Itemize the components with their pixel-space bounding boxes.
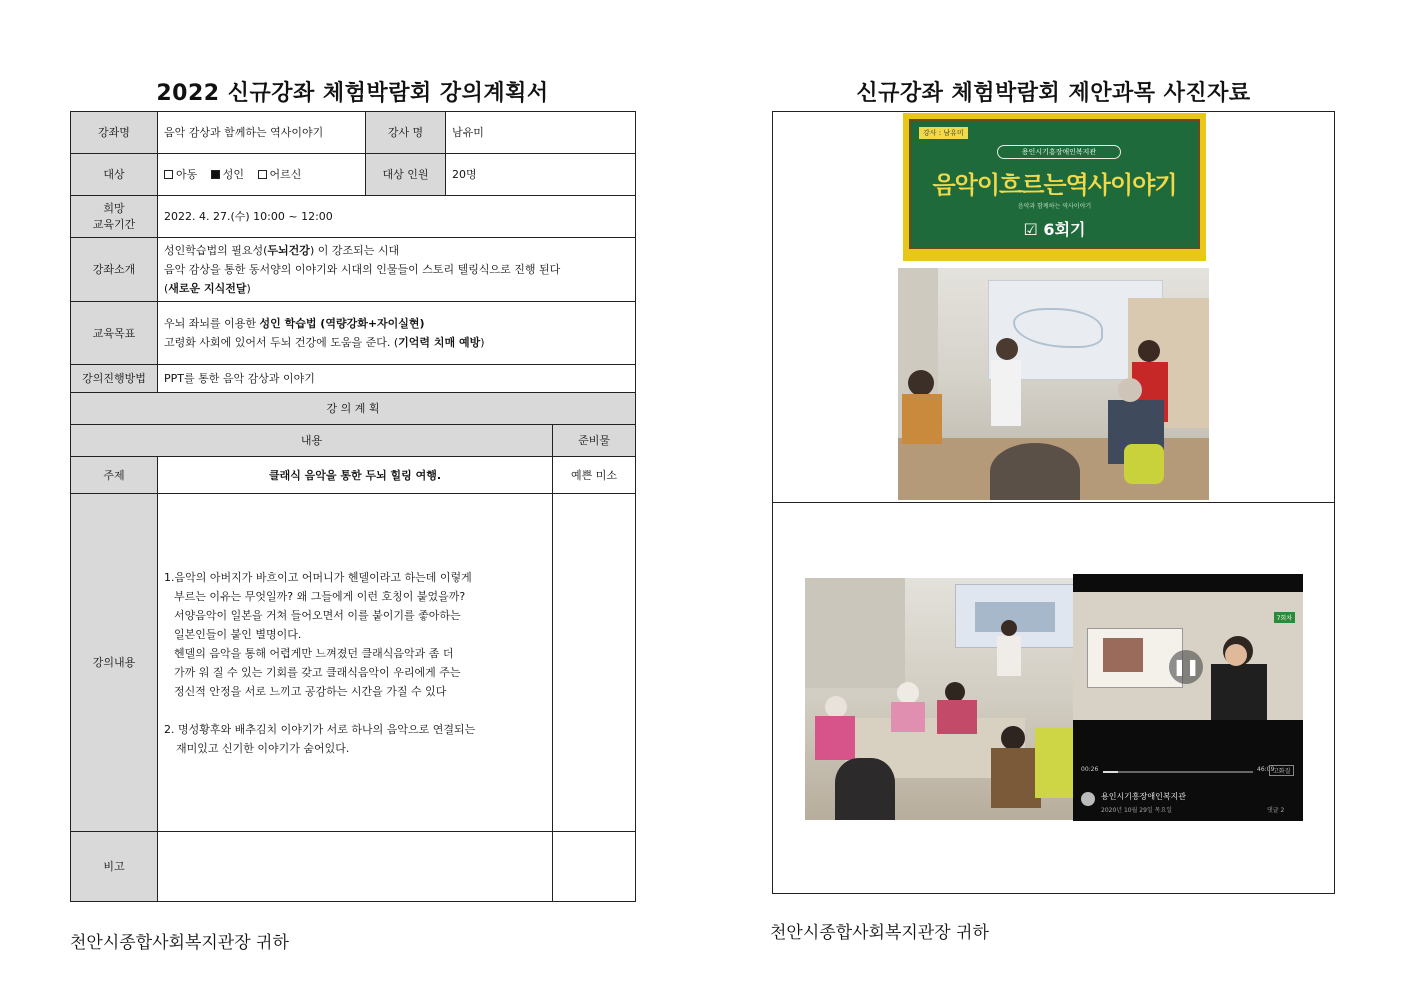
checkbox-unchecked-icon [258, 170, 267, 179]
target-options [158, 154, 366, 196]
row-lecture-content [71, 494, 636, 832]
capacity-value: 20명 [446, 154, 636, 196]
plan-header: 강 의 계 획 [71, 393, 636, 425]
poster-headline: 음악이흐르는역사이야기 [932, 171, 1177, 199]
theme-label: 주제 [71, 457, 158, 494]
method-label: 강의진행방법 [71, 365, 158, 393]
video-duration: 46:09 [1257, 766, 1275, 773]
target-option-adult: 성인 [211, 168, 244, 181]
video-screenshot [1073, 574, 1303, 821]
course-poster-image [903, 113, 1206, 261]
lecture-content-value: 1.음악의 아버지가 바흐이고 어머니가 헨델이라고 하는데 이렇게 부르는 이유는 무엇일까? 왜 그들에게 이런 호칭이 붙었을까? 서양음악이 일본을 거쳐 들어오면서 이를 붙이기를 좋아하는 일본인들이 붙인 별명이다. 헨델의 음악을 통해 어렵게만 느껴졌던 클래식음악과 좀 더 가까 워 질 수 있는 기회를 갖고 클래식음악이 우리에게 주는 정신적 안정을 서로 느끼고 공감하는 시간을 가질 수 있다 2. 명성황후와 배추김치 이야기가 서로 하나의 음악으로 연결되는 재미있고 신기한 이야기가 숨어있다. [158, 494, 553, 832]
row-intro [71, 238, 636, 302]
row-method [71, 365, 636, 393]
intro-label: 강좌소개 [71, 238, 158, 302]
video-progress-bar[interactable] [1103, 771, 1253, 773]
theme-materials: 예쁜 미소 [553, 457, 636, 494]
video-episode-badge: 7회차 [1274, 612, 1295, 623]
poster-session-count: ☑ 6회기 [1023, 220, 1086, 239]
row-goal [71, 302, 636, 365]
poster-instructor-tag: 강사 : 남유미 [919, 127, 968, 139]
row-theme [71, 457, 636, 494]
lecture-content-label: 강의내용 [71, 494, 158, 832]
video-frame [1073, 592, 1303, 720]
target-option-child: 아동 [164, 168, 197, 181]
row-course [71, 112, 636, 154]
goal-value: 우뇌 좌뇌를 이용한 성인 학습법 (역량강화+자이실현) 고령화 사회에 있어서 두뇌 건강에 도움을 준다. (기억력 치매 예방) [158, 302, 636, 365]
remarks-label: 비고 [71, 832, 158, 902]
row-target [71, 154, 636, 196]
row-plan-header [71, 393, 636, 425]
pause-icon[interactable]: ❚❚ [1169, 650, 1203, 684]
materials-header: 준비물 [553, 425, 636, 457]
remarks-materials [553, 832, 636, 902]
lecture-content-materials [553, 494, 636, 832]
video-date: 2020년 10월 29일 목요일 [1101, 807, 1173, 814]
course-name-value: 음악 감상과 함께하는 역사이야기 [158, 112, 366, 154]
capacity-label: 대상 인원 [366, 154, 446, 196]
row-period [71, 196, 636, 238]
period-label: 희망 교육기간 [71, 196, 158, 238]
video-quality-button[interactable]: 고화질 [1269, 765, 1294, 776]
video-comments-count[interactable]: 댓글 2 [1267, 807, 1285, 814]
period-value: 2022. 4. 27.(수) 10:00 ~ 12:00 [158, 196, 636, 238]
content-header: 내용 [71, 425, 553, 457]
checkbox-checked-icon [211, 170, 220, 179]
page-title-lecture-plan: 2022 신규강좌 체험박람회 강의계획서 [156, 81, 549, 106]
course-name-label: 강좌명 [71, 112, 158, 154]
channel-avatar [1081, 792, 1095, 806]
row-content-header [71, 425, 636, 457]
instructor-value: 남유미 [446, 112, 636, 154]
video-current-time: 00:26 [1081, 766, 1099, 773]
video-progress-fill [1103, 771, 1118, 773]
classroom-photo-1 [898, 268, 1209, 500]
theme-value: 클래식 음악을 통한 두뇌 힐링 여행. [158, 457, 553, 494]
video-channel-name: 용인시기흥장애인복지관 [1101, 792, 1187, 801]
goal-label: 교육목표 [71, 302, 158, 365]
lecture-plan-table [70, 111, 636, 902]
target-label: 대상 [71, 154, 158, 196]
right-footer-addressee: 천안시종합사회복지관장 귀하 [770, 923, 989, 943]
intro-value: 성인학습법의 필요성(두뇌건강) 이 강조되는 시대 음악 감상을 통한 동서양의 이야기와 시대의 인물들이 스토리 텔링식으로 진행 된다 (새로운 지식전달) [158, 238, 636, 302]
target-option-senior: 어르신 [258, 168, 302, 181]
classroom-photo-2 [805, 578, 1074, 820]
poster-subline: 음악과 함께하는 역사이야기 [1017, 203, 1092, 210]
poster-venue: 용인시기흥장애인복지관 [997, 145, 1121, 159]
remarks-value [158, 832, 553, 902]
chalkboard [909, 119, 1200, 249]
instructor-label: 강사 명 [366, 112, 446, 154]
checkbox-unchecked-icon [164, 170, 173, 179]
method-value: PPT를 통한 음악 감상과 이야기 [158, 365, 636, 393]
row-remarks [71, 832, 636, 902]
left-footer-addressee: 천안시종합사회복지관장 귀하 [70, 933, 289, 953]
page-title-photo-materials: 신규강좌 체험박람회 제안과목 사진자료 [856, 81, 1251, 106]
